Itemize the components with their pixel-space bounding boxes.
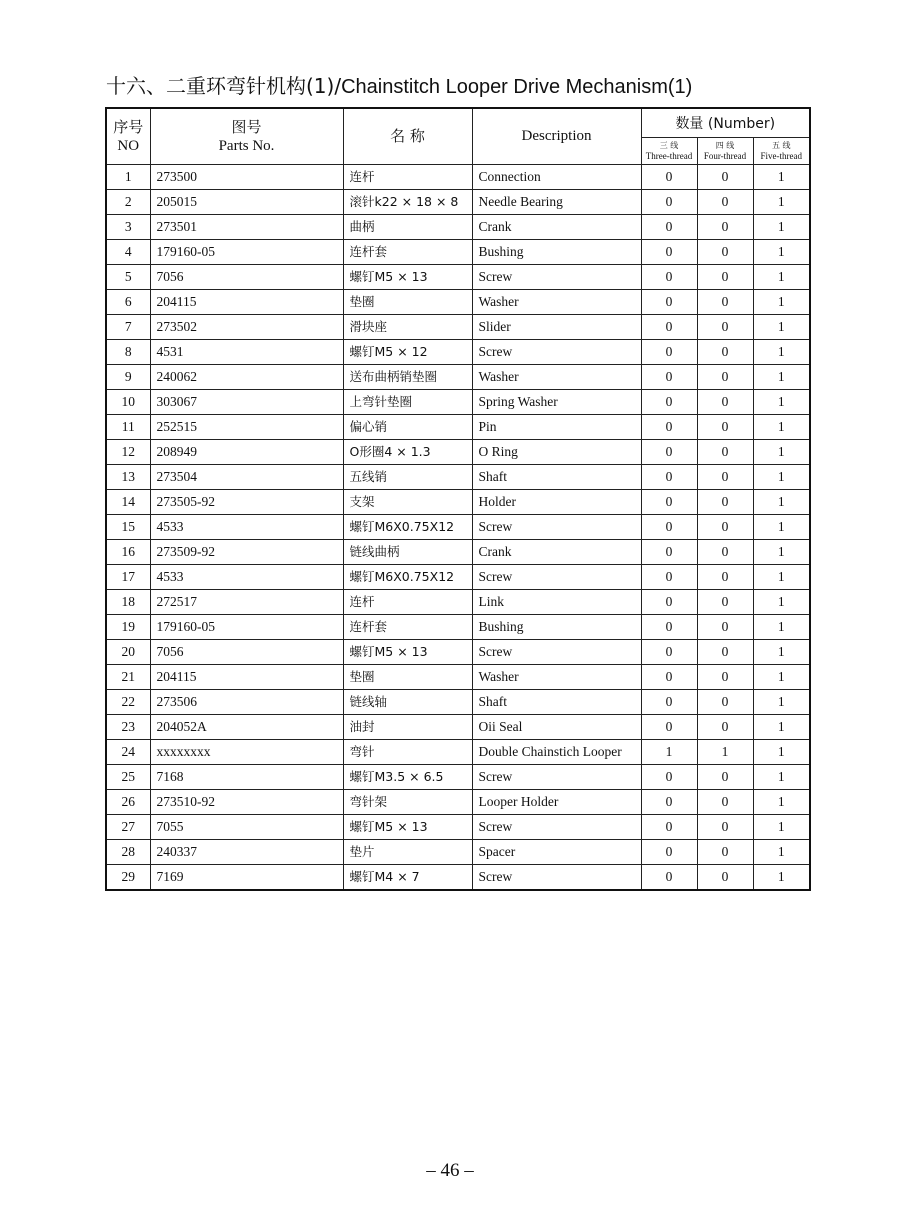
cell-no: 27 bbox=[106, 815, 150, 840]
header-no bbox=[106, 108, 150, 165]
cell-four-thread: 0 bbox=[697, 290, 753, 315]
cell-no: 17 bbox=[106, 565, 150, 590]
cell-name: 连杆套 bbox=[343, 615, 472, 640]
cell-description: Screw bbox=[472, 265, 641, 290]
cell-four-thread: 0 bbox=[697, 840, 753, 865]
header-four-en: Four-thread bbox=[703, 151, 747, 161]
cell-name: 螺钉M5 × 12 bbox=[343, 340, 472, 365]
header-three-cn: 三 线 bbox=[659, 141, 679, 150]
cell-name: 连杆 bbox=[343, 590, 472, 615]
cell-no: 16 bbox=[106, 540, 150, 565]
cell-description: Pin bbox=[472, 415, 641, 440]
cell-three-thread: 0 bbox=[641, 190, 697, 215]
table-row bbox=[106, 840, 810, 865]
cell-description: Washer bbox=[472, 665, 641, 690]
header-five-cn: 五 线 bbox=[771, 141, 791, 150]
title-english: Chainstitch Looper Drive Mechanism(1) bbox=[341, 76, 693, 98]
cell-part-no: 240337 bbox=[150, 840, 343, 865]
cell-three-thread: 0 bbox=[641, 815, 697, 840]
cell-no: 2 bbox=[106, 190, 150, 215]
cell-five-thread: 1 bbox=[753, 165, 810, 190]
cell-no: 4 bbox=[106, 240, 150, 265]
cell-name: 滚针k22 × 18 × 8 bbox=[343, 190, 472, 215]
cell-no: 24 bbox=[106, 740, 150, 765]
cell-part-no: 272517 bbox=[150, 590, 343, 615]
table-row bbox=[106, 590, 810, 615]
cell-name: 弯针架 bbox=[343, 790, 472, 815]
cell-name: 五线销 bbox=[343, 465, 472, 490]
cell-four-thread: 0 bbox=[697, 240, 753, 265]
cell-five-thread: 1 bbox=[753, 290, 810, 315]
cell-no: 26 bbox=[106, 790, 150, 815]
table-row bbox=[106, 815, 810, 840]
cell-three-thread: 0 bbox=[641, 340, 697, 365]
table-row bbox=[106, 715, 810, 740]
cell-no: 9 bbox=[106, 365, 150, 390]
cell-description: Shaft bbox=[472, 690, 641, 715]
cell-name: 螺钉M4 × 7 bbox=[343, 865, 472, 891]
cell-no: 22 bbox=[106, 690, 150, 715]
cell-five-thread: 1 bbox=[753, 790, 810, 815]
cell-five-thread: 1 bbox=[753, 340, 810, 365]
header-three-thread bbox=[641, 138, 697, 165]
cell-name: 连杆套 bbox=[343, 240, 472, 265]
cell-three-thread: 0 bbox=[641, 290, 697, 315]
cell-five-thread: 1 bbox=[753, 465, 810, 490]
cell-three-thread: 0 bbox=[641, 790, 697, 815]
cell-description: Crank bbox=[472, 540, 641, 565]
cell-no: 11 bbox=[106, 415, 150, 440]
cell-four-thread: 0 bbox=[697, 715, 753, 740]
cell-three-thread: 0 bbox=[641, 365, 697, 390]
cell-five-thread: 1 bbox=[753, 265, 810, 290]
cell-no: 5 bbox=[106, 265, 150, 290]
cell-five-thread: 1 bbox=[753, 540, 810, 565]
cell-part-no: 273506 bbox=[150, 690, 343, 715]
cell-five-thread: 1 bbox=[753, 765, 810, 790]
table-row bbox=[106, 665, 810, 690]
cell-five-thread: 1 bbox=[753, 665, 810, 690]
cell-three-thread: 0 bbox=[641, 490, 697, 515]
table-row bbox=[106, 165, 810, 190]
cell-no: 20 bbox=[106, 640, 150, 665]
cell-part-no: 7055 bbox=[150, 815, 343, 840]
header-quantity-label: 数量 (Number) bbox=[675, 116, 776, 132]
cell-description: Screw bbox=[472, 640, 641, 665]
cell-no: 8 bbox=[106, 340, 150, 365]
cell-part-no: 7056 bbox=[150, 265, 343, 290]
cell-five-thread: 1 bbox=[753, 315, 810, 340]
table-row bbox=[106, 690, 810, 715]
cell-part-no: 208949 bbox=[150, 440, 343, 465]
header-description: Description bbox=[472, 108, 641, 165]
cell-four-thread: 0 bbox=[697, 165, 753, 190]
table-row bbox=[106, 615, 810, 640]
cell-five-thread: 1 bbox=[753, 640, 810, 665]
cell-three-thread: 0 bbox=[641, 440, 697, 465]
cell-name: 送布曲柄销垫圈 bbox=[343, 365, 472, 390]
cell-name: 上弯针垫圈 bbox=[343, 390, 472, 415]
cell-description: Screw bbox=[472, 340, 641, 365]
cell-three-thread: 0 bbox=[641, 690, 697, 715]
cell-description: Double Chainstich Looper bbox=[472, 740, 641, 765]
cell-description: Needle Bearing bbox=[472, 190, 641, 215]
cell-name: 垫圈 bbox=[343, 665, 472, 690]
cell-three-thread: 0 bbox=[641, 165, 697, 190]
cell-four-thread: 0 bbox=[697, 490, 753, 515]
cell-three-thread: 0 bbox=[641, 640, 697, 665]
table-body bbox=[106, 165, 810, 891]
table-row bbox=[106, 640, 810, 665]
parts-table bbox=[105, 107, 811, 891]
cell-five-thread: 1 bbox=[753, 615, 810, 640]
cell-name: 螺钉M6X0.75X12 bbox=[343, 515, 472, 540]
table-row bbox=[106, 790, 810, 815]
header-parts-cn: 图号 bbox=[231, 117, 262, 136]
cell-five-thread: 1 bbox=[753, 865, 810, 891]
header-name: 名 称 bbox=[343, 108, 472, 165]
cell-four-thread: 0 bbox=[697, 665, 753, 690]
cell-four-thread: 0 bbox=[697, 565, 753, 590]
cell-name: 垫圈 bbox=[343, 290, 472, 315]
cell-description: Screw bbox=[472, 565, 641, 590]
cell-part-no: 273509-92 bbox=[150, 540, 343, 565]
cell-description: Crank bbox=[472, 215, 641, 240]
cell-four-thread: 0 bbox=[697, 315, 753, 340]
cell-three-thread: 0 bbox=[641, 590, 697, 615]
cell-no: 10 bbox=[106, 390, 150, 415]
cell-four-thread: 0 bbox=[697, 615, 753, 640]
title-chinese: 十六、二重环弯针机构(1)/ bbox=[106, 74, 342, 98]
cell-five-thread: 1 bbox=[753, 515, 810, 540]
cell-description: Oii Seal bbox=[472, 715, 641, 740]
cell-five-thread: 1 bbox=[753, 715, 810, 740]
cell-five-thread: 1 bbox=[753, 390, 810, 415]
cell-five-thread: 1 bbox=[753, 215, 810, 240]
cell-name: 螺钉M5 × 13 bbox=[343, 265, 472, 290]
cell-description: Washer bbox=[472, 290, 641, 315]
cell-five-thread: 1 bbox=[753, 190, 810, 215]
cell-five-thread: 1 bbox=[753, 565, 810, 590]
cell-description: Bushing bbox=[472, 240, 641, 265]
cell-three-thread: 0 bbox=[641, 615, 697, 640]
cell-three-thread: 0 bbox=[641, 765, 697, 790]
cell-part-no: 7056 bbox=[150, 640, 343, 665]
cell-no: 21 bbox=[106, 665, 150, 690]
cell-five-thread: 1 bbox=[753, 415, 810, 440]
table-row bbox=[106, 240, 810, 265]
cell-name: 曲柄 bbox=[343, 215, 472, 240]
cell-four-thread: 0 bbox=[697, 390, 753, 415]
cell-name: 垫片 bbox=[343, 840, 472, 865]
cell-five-thread: 1 bbox=[753, 365, 810, 390]
cell-description: Screw bbox=[472, 515, 641, 540]
header-parts-en: Parts No. bbox=[218, 137, 275, 154]
cell-no: 19 bbox=[106, 615, 150, 640]
cell-four-thread: 0 bbox=[697, 365, 753, 390]
cell-name: 支架 bbox=[343, 490, 472, 515]
cell-five-thread: 1 bbox=[753, 490, 810, 515]
cell-four-thread: 0 bbox=[697, 215, 753, 240]
cell-part-no: 7168 bbox=[150, 765, 343, 790]
cell-no: 14 bbox=[106, 490, 150, 515]
cell-five-thread: 1 bbox=[753, 740, 810, 765]
header-no-cn: 序号 bbox=[113, 117, 144, 136]
cell-description: Spring Washer bbox=[472, 390, 641, 415]
cell-description: O Ring bbox=[472, 440, 641, 465]
cell-no: 3 bbox=[106, 215, 150, 240]
cell-part-no: 273505-92 bbox=[150, 490, 343, 515]
header-quantity bbox=[641, 108, 810, 138]
cell-description: Screw bbox=[472, 765, 641, 790]
cell-four-thread: 0 bbox=[697, 465, 753, 490]
cell-four-thread: 0 bbox=[697, 590, 753, 615]
cell-no: 13 bbox=[106, 465, 150, 490]
cell-part-no: 205015 bbox=[150, 190, 343, 215]
cell-part-no: 273502 bbox=[150, 315, 343, 340]
cell-part-no: 179160-05 bbox=[150, 615, 343, 640]
cell-four-thread: 0 bbox=[697, 765, 753, 790]
table-row bbox=[106, 190, 810, 215]
cell-no: 6 bbox=[106, 290, 150, 315]
cell-no: 18 bbox=[106, 590, 150, 615]
table-row bbox=[106, 365, 810, 390]
table-row bbox=[106, 865, 810, 891]
cell-three-thread: 0 bbox=[641, 240, 697, 265]
cell-three-thread: 0 bbox=[641, 215, 697, 240]
cell-part-no: 4533 bbox=[150, 565, 343, 590]
cell-three-thread: 0 bbox=[641, 565, 697, 590]
cell-five-thread: 1 bbox=[753, 840, 810, 865]
table-row bbox=[106, 390, 810, 415]
header-five-en: Five-thread bbox=[760, 151, 802, 161]
cell-no: 15 bbox=[106, 515, 150, 540]
cell-name: 螺钉M5 × 13 bbox=[343, 815, 472, 840]
table-row bbox=[106, 315, 810, 340]
cell-four-thread: 0 bbox=[697, 265, 753, 290]
cell-five-thread: 1 bbox=[753, 240, 810, 265]
cell-part-no: 273501 bbox=[150, 215, 343, 240]
cell-four-thread: 0 bbox=[697, 415, 753, 440]
cell-three-thread: 0 bbox=[641, 865, 697, 891]
table-row bbox=[106, 415, 810, 440]
cell-part-no: 204115 bbox=[150, 290, 343, 315]
cell-three-thread: 0 bbox=[641, 415, 697, 440]
cell-three-thread: 0 bbox=[641, 540, 697, 565]
cell-name: O形圈4 × 1.3 bbox=[343, 440, 472, 465]
cell-no: 1 bbox=[106, 165, 150, 190]
cell-description: Slider bbox=[472, 315, 641, 340]
cell-name: 油封 bbox=[343, 715, 472, 740]
page-title bbox=[106, 70, 692, 99]
cell-no: 29 bbox=[106, 865, 150, 891]
cell-four-thread: 0 bbox=[697, 690, 753, 715]
cell-four-thread: 0 bbox=[697, 515, 753, 540]
cell-name: 螺钉M5 × 13 bbox=[343, 640, 472, 665]
cell-five-thread: 1 bbox=[753, 440, 810, 465]
cell-four-thread: 0 bbox=[697, 440, 753, 465]
cell-part-no: 273500 bbox=[150, 165, 343, 190]
cell-description: Screw bbox=[472, 815, 641, 840]
table-row bbox=[106, 265, 810, 290]
cell-four-thread: 0 bbox=[697, 340, 753, 365]
cell-description: Spacer bbox=[472, 840, 641, 865]
table-row bbox=[106, 290, 810, 315]
table-row bbox=[106, 340, 810, 365]
cell-description: Connection bbox=[472, 165, 641, 190]
cell-part-no: 252515 bbox=[150, 415, 343, 440]
table-row bbox=[106, 215, 810, 240]
cell-five-thread: 1 bbox=[753, 690, 810, 715]
table-row bbox=[106, 740, 810, 765]
cell-part-no: 303067 bbox=[150, 390, 343, 415]
cell-four-thread: 0 bbox=[697, 540, 753, 565]
cell-name: 链线曲柄 bbox=[343, 540, 472, 565]
cell-name: 链线轴 bbox=[343, 690, 472, 715]
cell-part-no: 273510-92 bbox=[150, 790, 343, 815]
cell-name: 螺钉M3.5 × 6.5 bbox=[343, 765, 472, 790]
cell-five-thread: 1 bbox=[753, 590, 810, 615]
cell-three-thread: 0 bbox=[641, 390, 697, 415]
cell-description: Screw bbox=[472, 865, 641, 891]
cell-part-no: xxxxxxxx bbox=[150, 740, 343, 765]
cell-no: 23 bbox=[106, 715, 150, 740]
cell-three-thread: 0 bbox=[641, 665, 697, 690]
cell-part-no: 204115 bbox=[150, 665, 343, 690]
header-parts-no bbox=[150, 108, 343, 165]
cell-three-thread: 1 bbox=[641, 740, 697, 765]
cell-name: 滑块座 bbox=[343, 315, 472, 340]
cell-part-no: 7169 bbox=[150, 865, 343, 891]
table-row bbox=[106, 515, 810, 540]
cell-name: 偏心销 bbox=[343, 415, 472, 440]
cell-three-thread: 0 bbox=[641, 315, 697, 340]
header-four-thread bbox=[697, 138, 753, 165]
cell-four-thread: 0 bbox=[697, 190, 753, 215]
table-row bbox=[106, 440, 810, 465]
cell-three-thread: 0 bbox=[641, 715, 697, 740]
cell-description: Washer bbox=[472, 365, 641, 390]
cell-part-no: 4531 bbox=[150, 340, 343, 365]
table-row bbox=[106, 490, 810, 515]
cell-no: 28 bbox=[106, 840, 150, 865]
cell-no: 12 bbox=[106, 440, 150, 465]
cell-four-thread: 0 bbox=[697, 865, 753, 891]
cell-description: Looper Holder bbox=[472, 790, 641, 815]
cell-four-thread: 0 bbox=[697, 815, 753, 840]
cell-description: Bushing bbox=[472, 615, 641, 640]
header-no-en: NO bbox=[117, 137, 140, 154]
cell-three-thread: 0 bbox=[641, 465, 697, 490]
table-row bbox=[106, 565, 810, 590]
cell-three-thread: 0 bbox=[641, 840, 697, 865]
cell-four-thread: 0 bbox=[697, 790, 753, 815]
table-row bbox=[106, 465, 810, 490]
cell-four-thread: 1 bbox=[697, 740, 753, 765]
cell-no: 7 bbox=[106, 315, 150, 340]
cell-name: 连杆 bbox=[343, 165, 472, 190]
cell-name: 螺钉M6X0.75X12 bbox=[343, 565, 472, 590]
cell-part-no: 204052A bbox=[150, 715, 343, 740]
cell-no: 25 bbox=[106, 765, 150, 790]
cell-part-no: 179160-05 bbox=[150, 240, 343, 265]
cell-description: Link bbox=[472, 590, 641, 615]
header-four-cn: 四 线 bbox=[715, 141, 735, 150]
header-three-en: Three-thread bbox=[645, 151, 693, 161]
cell-name: 弯针 bbox=[343, 740, 472, 765]
table-row bbox=[106, 540, 810, 565]
cell-five-thread: 1 bbox=[753, 815, 810, 840]
cell-description: Holder bbox=[472, 490, 641, 515]
table-row bbox=[106, 765, 810, 790]
cell-three-thread: 0 bbox=[641, 515, 697, 540]
cell-part-no: 4533 bbox=[150, 515, 343, 540]
page-number: – 46 – bbox=[426, 1160, 474, 1181]
cell-part-no: 240062 bbox=[150, 365, 343, 390]
cell-description: Shaft bbox=[472, 465, 641, 490]
header-five-thread bbox=[753, 138, 810, 165]
cell-three-thread: 0 bbox=[641, 265, 697, 290]
cell-part-no: 273504 bbox=[150, 465, 343, 490]
cell-four-thread: 0 bbox=[697, 640, 753, 665]
